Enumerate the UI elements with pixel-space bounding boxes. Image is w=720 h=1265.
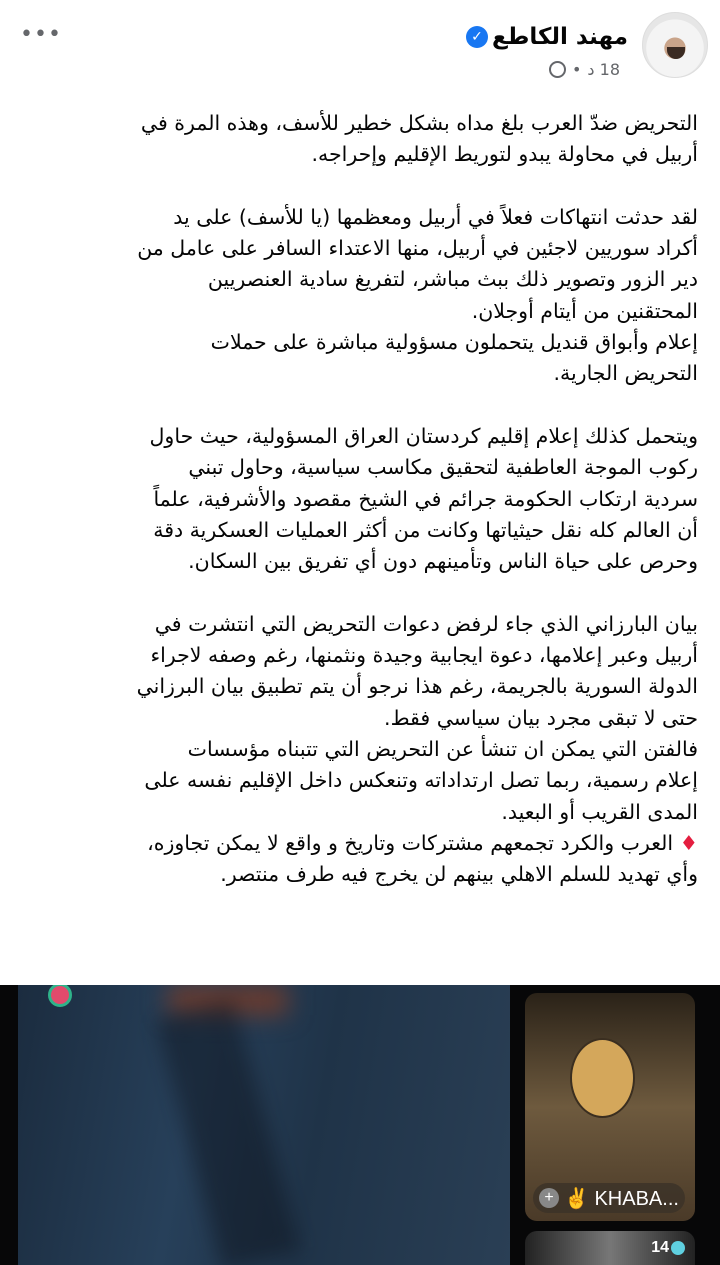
red-diamond-icon: ♦ (679, 830, 698, 855)
post-line (18, 797, 698, 828)
post-line-text: إعلام رسمية، ربما تصل ارتداداته وتنعكس داخل الإقليم نفسه على (144, 768, 698, 793)
post-line (18, 515, 698, 546)
post-line (18, 703, 698, 734)
post-line-text: التحريض الجارية. (553, 361, 698, 386)
post-line (18, 139, 698, 170)
coin-icon (671, 1241, 685, 1255)
post-line-text: لقد حدثت انتهاكات فعلاً في أربيل ومعظمها (يا للأسف) على يد (173, 204, 698, 229)
post-line-text: التحريض ضدّ العرب بلغ مداه بشكل خطير للأسف، وهذه المرة في (140, 111, 698, 135)
post-line (18, 358, 698, 389)
post-line (18, 202, 698, 233)
meta-separator: • (571, 60, 582, 79)
post-line-text: سردية ارتكاب الحكومة جرائم في الشيخ مقصود والأشرفية، علماً (153, 486, 698, 511)
post-line-text: ركوب الموجة العاطفية لتحقيق مكاسب سياسية، وحاول تبني (188, 455, 698, 480)
follow-chip[interactable] (533, 1183, 685, 1213)
post-line (18, 859, 698, 890)
post-line-text: وحرص على حياة الناس وتأمينهم دون أي تفريق بين السكان. (188, 549, 698, 574)
paragraph-gap (18, 171, 698, 202)
post-line-text: أربيل وعبر إعلامها، دعوة ايجابية وجيدة ونثمنها، رغم وصفه لاجراء (150, 643, 698, 668)
video-main-frame (18, 985, 510, 1265)
video-side-thumbnail[interactable] (525, 993, 695, 1221)
globe-icon (549, 61, 566, 78)
post-line (18, 108, 698, 139)
post-header (0, 0, 720, 100)
post-line-text: حتى لا تبقى مجرد بيان سياسي فقط. (384, 705, 698, 730)
post-line (18, 421, 698, 452)
post-line (18, 264, 698, 295)
post-line-text: أن العالم كله نقل حيثياتها وكانت من أكثر العمليات العسكرية دقة (153, 517, 698, 542)
verified-badge-icon: ✓ (466, 26, 488, 48)
post-line-text: أكراد سوريين لاجئين في أربيل، منها الاعتداء السافر على عامل من (137, 236, 698, 261)
paragraph-gap (18, 390, 698, 421)
post-video[interactable] (0, 985, 720, 1265)
post-line (18, 734, 698, 765)
post-line (18, 671, 698, 702)
video-side-thumbnail-2[interactable] (525, 1231, 695, 1265)
post-line (18, 828, 698, 859)
post-line (18, 296, 698, 327)
more-options-button[interactable]: ••• (20, 22, 62, 47)
post-line-text: المدى القريب أو البعيد. (501, 799, 698, 824)
plus-icon[interactable]: + (539, 1188, 559, 1208)
avatar[interactable] (642, 12, 708, 78)
viewer-count-value: 14 (651, 1239, 669, 1256)
thumbnail-avatar (570, 1038, 635, 1118)
post-line (18, 452, 698, 483)
post-line (18, 233, 698, 264)
post-line-text: فالفتن التي يمكن ان تنشأ عن التحريض التي تتبناه مؤسسات (187, 736, 698, 761)
post-line (18, 327, 698, 358)
post-line-text: وأي تهديد للسلم الاهلي بينهم لن يخرج فيه طرف منتصر. (220, 862, 698, 887)
post-line (18, 546, 698, 577)
post-line-text: ويتحمل كذلك إعلام إقليم كردستان العراق المسؤولية، حيث حاول (149, 423, 698, 448)
post-line (18, 484, 698, 515)
post-line (18, 640, 698, 671)
post-text (18, 108, 698, 890)
post-line (18, 765, 698, 796)
post-line-text: أربيل في محاولة يبدو لتوريط الإقليم وإحراجه. (311, 142, 698, 167)
avatar-face (667, 47, 685, 59)
post-line-text: المحتقنين من أيتام أوجلان. (471, 298, 698, 323)
post-line-text: إعلام وأبواق قنديل يتحملون مسؤولية مباشرة على حملات (210, 330, 698, 355)
paragraph-gap (18, 577, 698, 608)
post-time[interactable]: 18 د (587, 60, 620, 79)
post-line-text: العرب والكرد تجمعهم مشتركات وتاريخ و واقع لا يمكن تجاوزه، (147, 830, 674, 855)
post-meta (549, 60, 620, 79)
post-line (18, 609, 698, 640)
post-line-text: الدولة السورية بالجريمة، رغم هذا نرجو أن يتم تطبيق بيان البرزاني (136, 674, 698, 699)
chip-label: ✌ KHABA... (564, 1187, 679, 1210)
author-name-row[interactable] (466, 24, 628, 50)
video-blur-shadow (156, 999, 301, 1265)
post-line-text: بيان البارزاني الذي جاء لرفض دعوات التحريض التي انتشرت في (154, 611, 698, 636)
post-line-text: دير الزور وتصوير ذلك ببث مباشر، لتفريغ سادية العنصريين (207, 267, 698, 292)
viewer-count (651, 1239, 685, 1257)
author-name[interactable]: مهند الكاطع (491, 24, 628, 50)
